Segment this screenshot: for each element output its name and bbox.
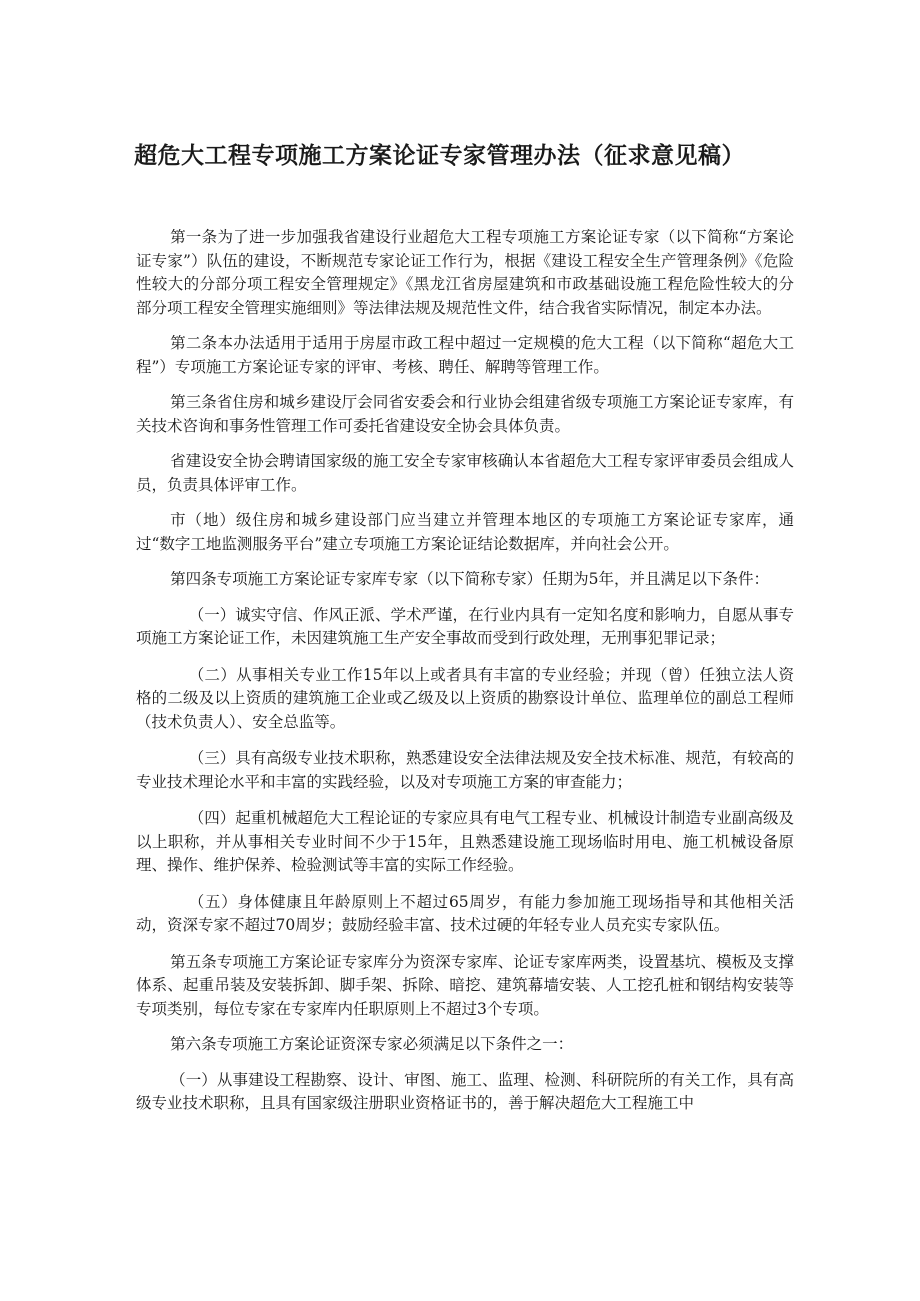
- article-4-item-3: （三）具有高级专业技术职称，熟悉建设安全法律法规及安全技术标准、规范，有较高的专业技术理论水平和丰富的实践经验，以及对专项施工方案的审查能力；: [136, 749, 794, 791]
- article-4-item-5: （五）身体健康且年龄原则上不超过65周岁，有能力参加施工现场指导和其他相关活动，资深专家不超过70周岁；鼓励经验丰富、技术过硬的年轻专业人员充实专家队伍。: [136, 892, 794, 934]
- article-1-paragraph: 第一条为了进一步加强我省建设行业超危大工程专项施工方案论证专家（以下简称“方案论证专家”）队伍的建设，不断规范专家论证工作行为，根据《建设工程安全生产管理条例》《危险性较大的分部分项工程安全管理规定》《黑龙江省房屋建筑和市政基础设施工程危险性较大的分部分项工程安全管理实施细则》等法律法规及规范性文件，结合我省实际情况，制定本办法。: [136, 228, 794, 317]
- article-4-item-1: （一）诚实守信、作风正派、学术严谨，在行业内具有一定知名度和影响力，自愿从事专项施工方案论证工作，未因建筑施工生产安全事故而受到行政处理，无刑事犯罪记录；: [136, 605, 794, 647]
- article-4-item-4: （四）起重机械超危大工程论证的专家应具有电气工程专业、机械设计制造专业副高级及以上职称，并从事相关专业时间不少于15年，且熟悉建设施工现场临时用电、施工机械设备原理、操作、维护保养、检验测试等丰富的实际工作经验。: [136, 809, 794, 874]
- article-5-paragraph: 第五条专项施工方案论证专家库分为资深专家库、论证专家库两类，设置基坑、模板及支撑体系、起重吊装及安装拆卸、脚手架、拆除、暗挖、建筑幕墙安装、人工挖孔桩和钢结构安装等专项类别，每位专家在专家库内任职原则上不超过3个专项。: [136, 952, 794, 1018]
- article-4-item-2: （二）从事相关专业工作15年以上或者具有丰富的专业经验；并现（曾）任独立法人资格的二级及以上资质的建筑施工企业或乙级及以上资质的勘察设计单位、监理单位的副总工程师（技术负责人）、安全总监等。: [136, 665, 794, 731]
- document-body: [136, 226, 794, 1128]
- document-title: 超危大工程专项施工方案论证专家管理办法（征求意见稿）: [134, 143, 745, 169]
- article-3-paragraph-3: 市（地）级住房和城乡建设部门应当建立并管理本地区的专项施工方案论证专家库，通过“数字工地监测服务平台”建立专项施工方案论证结论数据库，并向社会公开。: [136, 511, 794, 553]
- article-6-item-1: （一）从事建设工程勘察、设计、审图、施工、监理、检测、科研院所的有关工作，具有高级专业技术职称，且具有国家级注册职业资格证书的，善于解决超危大工程施工中: [136, 1070, 794, 1112]
- article-4-paragraph: 第四条专项施工方案论证专家库专家（以下简称专家）任期为5年，并且满足以下条件：: [170, 570, 769, 588]
- article-6-paragraph: 第六条专项施工方案论证资深专家必须满足以下条件之一：: [170, 1035, 574, 1053]
- article-3-paragraph-2: 省建设安全协会聘请国家级的施工安全专家审核确认本省超危大工程专家评审委员会组成人员，负责具体评审工作。: [136, 452, 794, 494]
- article-2-paragraph: 第二条本办法适用于适用于房屋市政工程中超过一定规模的危大工程（以下简称“超危大工程”）专项施工方案论证专家的评审、考核、聘任、解聘等管理工作。: [136, 334, 794, 376]
- article-3-paragraph: 第三条省住房和城乡建设厅会同省安委会和行业协会组建省级专项施工方案论证专家库，有关技术咨询和事务性管理工作可委托省建设安全协会具体负责。: [136, 393, 794, 435]
